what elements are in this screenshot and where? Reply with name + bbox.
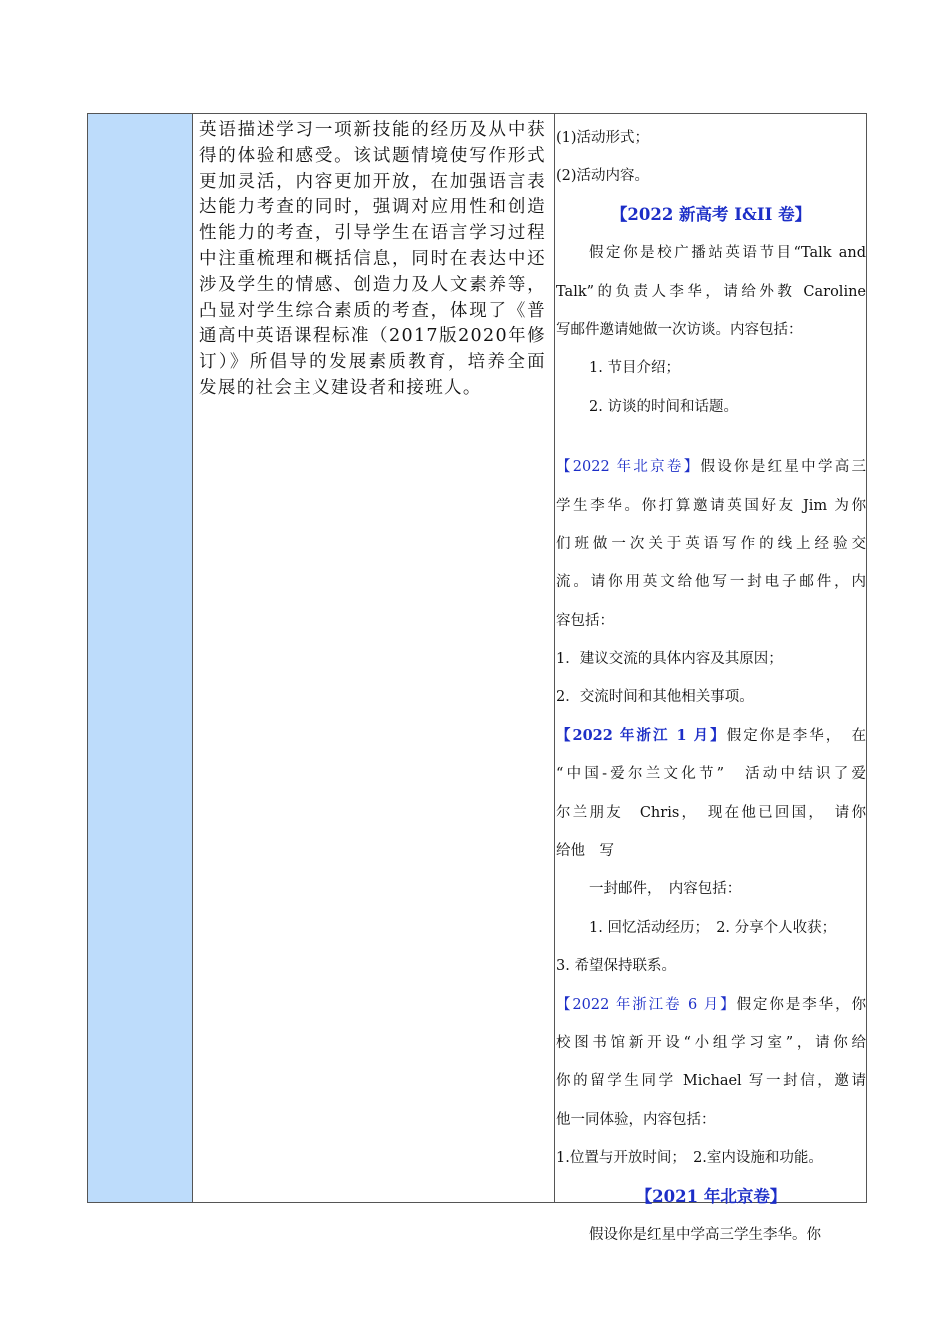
body-line: 学生李华。你打算邀请英国好友 Jim 为你 xyxy=(556,497,866,514)
body-line: 们班做一次关于英语写作的线上经验交 xyxy=(556,535,866,552)
body-line: 你的留学生同学 Michael 写一封信，邀请 xyxy=(556,1073,866,1090)
body-line: 他一同体验，内容包括： xyxy=(556,1111,716,1128)
body-line: “中国-爱尔兰文化节” 活动中结识了爱 xyxy=(556,766,866,783)
list-item: 1. 节目介绍； xyxy=(589,360,680,377)
body-line: 写邮件邀请她做一次访谈。内容包括： xyxy=(556,321,803,338)
section-heading-gaokao-2022: 【2022 新高考 I&II 卷】 xyxy=(610,204,812,224)
description-text: 英语描述学习一项新技能的经历及从中获得的体验和感受。该试题情境使写作形式更加灵活，内容更加开放，在加强语言表达能力考查的同时，强调对应用性和创造性能力的考查，引导学生在语言学习过程中注重梳理和概括信息，同时在表达中还涉及学生的情感、创造力及人文素养等，凸显对学生综合素质的考查，体现了《普通高中英语课程标准（2017版2020年修订）》所倡导的发展素质教育，培养全面发展的社会主义建设者和接班人。 xyxy=(199,120,546,398)
body-line: 校图书馆新开设“小组学习室”，请你给 xyxy=(556,1034,866,1051)
description-column xyxy=(193,114,555,1202)
category-column xyxy=(88,114,193,1202)
tag-beijing-2022: 【2022 年北京卷】 xyxy=(556,459,701,476)
list-item: (2)活动内容。 xyxy=(556,168,650,185)
section-heading-beijing-2021: 【2021 年北京卷】 xyxy=(635,1186,787,1206)
body-line-zhejiang-jun-2022 xyxy=(556,986,866,1024)
body-line-zhejiang-jan-2022 xyxy=(556,717,866,755)
tag-zhejiang-jun-2022: 【2022 年浙江卷 6 月】 xyxy=(556,996,737,1013)
content-table xyxy=(87,113,867,1243)
body-line: 假设你是红星中学高三学生李华。你 xyxy=(589,1226,821,1243)
list-item: 1.位置与开放时间； 2.室内设施和功能。 xyxy=(556,1150,823,1167)
list-item: 2. 访谈的时间和话题。 xyxy=(589,398,738,415)
list-item: 3. 希望保持联系。 xyxy=(556,958,676,975)
list-item: 1. 回忆活动经历； 2. 分享个人收获； xyxy=(589,919,837,936)
body-line: 一封邮件， 内容包括： xyxy=(589,881,742,898)
body-text: 假设你是红星中学高三 xyxy=(700,459,867,476)
list-item: 1．建议交流的具体内容及其原因； xyxy=(556,651,783,668)
body-line: 尔兰朋友 Chris， 现在他已回国， 请你 xyxy=(556,804,866,821)
examples-column xyxy=(555,114,867,1243)
body-line: 容包括： xyxy=(556,612,614,629)
body-text: 假定你是李华， 在 xyxy=(726,727,867,744)
body-line-beijing-2022 xyxy=(556,448,866,486)
body-line: Talk”的负责人李华，请给外教 Caroline xyxy=(556,283,866,300)
spacer xyxy=(556,426,866,448)
body-line: 流。请你用英文给他写一封电子邮件，内 xyxy=(556,574,866,591)
tag-zhejiang-jan-2022: 【2022 年浙江 1 月】 xyxy=(556,726,727,744)
list-item: 2．交流时间和其他相关事项。 xyxy=(556,689,754,706)
body-line: 给他 写 xyxy=(556,843,614,860)
body-text: 假定你是李华，你 xyxy=(736,996,866,1013)
list-item: (1)活动形式； xyxy=(556,130,650,146)
body-line: 假定你是校广播站英语节目“Talk and xyxy=(589,245,866,262)
